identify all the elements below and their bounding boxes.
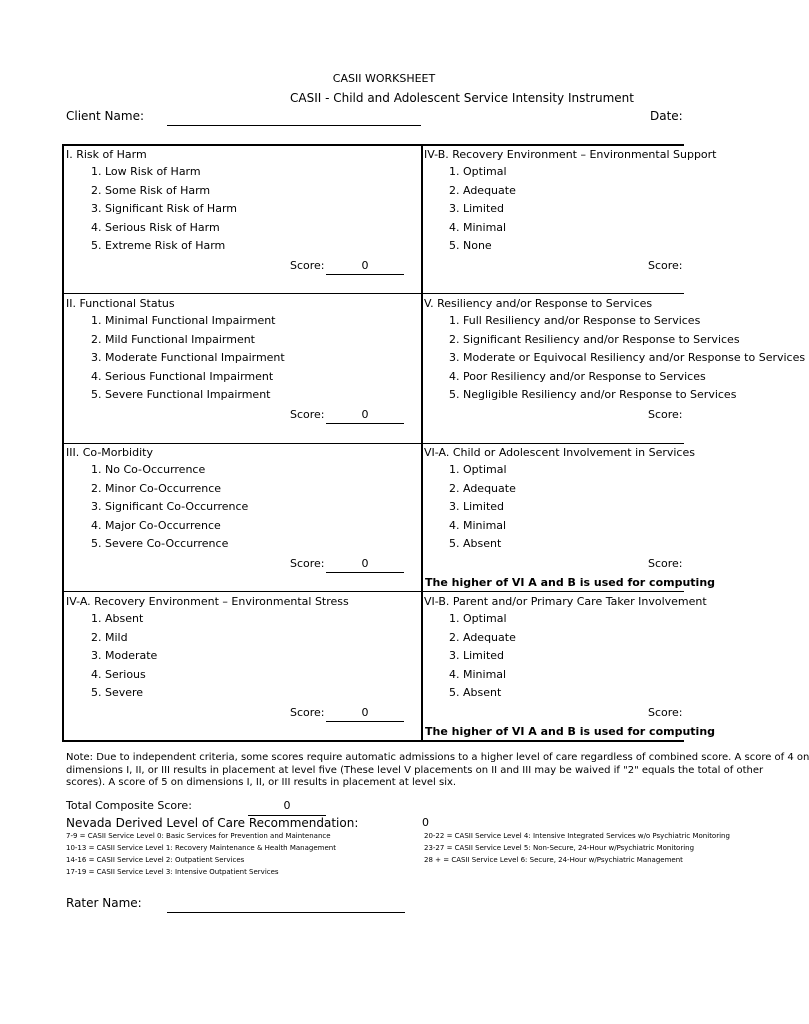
rating-option[interactable]: 3. Moderate (91, 649, 158, 663)
nevada-loc-value: 0 (422, 816, 429, 829)
score-label: Score: (290, 706, 325, 719)
rating-option[interactable]: 5. Severe (91, 686, 144, 700)
rating-option[interactable]: 4. Minimal (449, 220, 507, 234)
rating-option[interactable]: 1. Minimal Functional Impairment (91, 314, 276, 327)
rating-option[interactable]: 2. Mild (91, 630, 128, 644)
dimension-title: III. Co-Morbidity (66, 446, 153, 459)
score-label: Score: (648, 408, 683, 421)
rating-option[interactable]: 2. Adequate (449, 481, 516, 495)
service-level-entry: 28 + = CASII Service Level 6: Secure, 24-Hour w/Psychiatric Management (424, 856, 683, 864)
score-label: Score: (290, 259, 325, 272)
dimension-title: IV-A. Recovery Environment – Environmental Stress (66, 595, 349, 608)
rating-option[interactable]: 1. No Co-Occurrence (91, 463, 206, 476)
score-label: Score: (290, 557, 325, 570)
rating-option[interactable]: 2. Adequate (449, 630, 516, 644)
date-label: Date: (650, 109, 683, 123)
dimension-title: IV-B. Recovery Environment – Environmental Support (424, 148, 717, 161)
composite-score-label: Total Composite Score: (66, 799, 192, 812)
nevada-loc-label: Nevada Derived Level of Care Recommendation: (66, 816, 359, 830)
rating-option[interactable]: 2. Some Risk of Harm (91, 183, 211, 197)
rating-option[interactable]: 5. Severe Functional Impairment (91, 388, 271, 402)
rating-option[interactable]: 3. Limited (449, 649, 505, 663)
rating-option[interactable]: 1. Low Risk of Harm (91, 165, 201, 178)
dimension-title: II. Functional Status (66, 297, 175, 310)
service-level-entry: 14-16 = CASII Service Level 2: Outpatient Services (66, 856, 245, 864)
rating-option[interactable]: 3. Limited (449, 500, 505, 514)
note-line-2: dimensions I, II, or III results in placement at level five (These level V placements on II and III may be waived if "2" equals the total of other (66, 765, 764, 776)
service-level-entry: 7-9 = CASII Service Level 0: Basic Services for Prevention and Maintenance (66, 832, 331, 840)
rating-option[interactable]: 5. Absent (449, 686, 502, 700)
score-value: 0 (361, 706, 369, 719)
rating-option[interactable]: 5. Negligible Resiliency and/or Response to Services (449, 388, 737, 402)
dimension-title: V. Resiliency and/or Response to Services (424, 297, 653, 310)
client-name-label: Client Name: (66, 109, 144, 123)
rater-name-label: Rater Name: (66, 896, 142, 910)
rating-option[interactable]: 3. Limited (449, 202, 505, 216)
rating-option[interactable]: 3. Moderate or Equivocal Resiliency and/or Response to Services (449, 351, 806, 365)
dimension-title: VI-A. Child or Adolescent Involvement in Services (424, 446, 695, 459)
rater-name-field[interactable] (167, 912, 405, 913)
rating-option[interactable]: 2. Significant Resiliency and/or Response to Services (449, 332, 740, 346)
score-label: Score: (648, 557, 683, 570)
worksheet-title: CASII WORKSHEET (332, 72, 436, 85)
composite-score-value: 0 (283, 799, 291, 812)
rating-option[interactable]: 1. Absent (91, 612, 144, 625)
note-line-1: Note: Due to independent criteria, some scores require automatic admissions to a higher level of care regardless of combined score. A score of 4 on (66, 752, 809, 763)
rating-option[interactable]: 1. Full Resiliency and/or Response to Services (449, 314, 701, 327)
rating-option[interactable]: 4. Serious (91, 667, 146, 681)
score-value: 0 (361, 259, 369, 272)
rating-option[interactable]: 1. Optimal (449, 612, 507, 625)
rating-option[interactable]: 2. Mild Functional Impairment (91, 332, 255, 346)
dimension-title: VI-B. Parent and/or Primary Care Taker Involvement (424, 595, 707, 608)
rating-option[interactable]: 1. Optimal (449, 165, 507, 178)
rating-option[interactable]: 3. Moderate Functional Impairment (91, 351, 285, 365)
rating-option[interactable]: 4. Minimal (449, 518, 507, 532)
rating-option[interactable]: 4. Serious Functional Impairment (91, 369, 274, 383)
score-value: 0 (361, 408, 369, 421)
rating-option[interactable]: 4. Poor Resiliency and/or Response to Services (449, 369, 706, 383)
score-value: 0 (361, 557, 369, 570)
worksheet-subtitle: CASII - Child and Adolescent Service Intensity Instrument (290, 91, 634, 105)
score-label: Score: (648, 706, 683, 719)
score-label: Score: (648, 259, 683, 272)
service-level-entry: 17-19 = CASII Service Level 3: Intensive Outpatient Services (66, 868, 279, 876)
rating-option[interactable]: 5. Extreme Risk of Harm (91, 239, 226, 253)
rating-option[interactable]: 3. Significant Risk of Harm (91, 202, 237, 216)
score-label: Score: (290, 408, 325, 421)
note-line-3: scores). A score of 5 on dimensions I, II, or III results in placement at level six. (66, 777, 457, 788)
rating-option[interactable]: 5. None (449, 239, 492, 253)
service-level-entry: 23-27 = CASII Service Level 5: Non-Secure, 24-Hour w/Psychiatric Monitoring (424, 844, 695, 852)
rating-option[interactable]: 2. Adequate (449, 183, 516, 197)
rating-option[interactable]: 5. Absent (449, 537, 502, 551)
higher-of-note: The higher of VI A and B is used for computing (425, 725, 716, 738)
service-level-entry: 20-22 = CASII Service Level 4: Intensive Integrated Services w/o Psychiatric Monitoring (424, 832, 730, 840)
rating-option[interactable]: 1. Optimal (449, 463, 507, 476)
dimension-title: I. Risk of Harm (66, 148, 147, 161)
rating-option[interactable]: 2. Minor Co-Occurrence (91, 481, 222, 495)
service-level-entry: 10-13 = CASII Service Level 1: Recovery Maintenance & Health Management (66, 844, 336, 852)
rating-option[interactable]: 4. Serious Risk of Harm (91, 220, 220, 234)
rating-option[interactable]: 3. Significant Co-Occurrence (91, 500, 249, 514)
rating-option[interactable]: 4. Major Co-Occurrence (91, 518, 221, 532)
rating-option[interactable]: 4. Minimal (449, 667, 507, 681)
higher-of-note: The higher of VI A and B is used for computing (425, 576, 716, 589)
rating-option[interactable]: 5. Severe Co-Occurrence (91, 537, 229, 551)
